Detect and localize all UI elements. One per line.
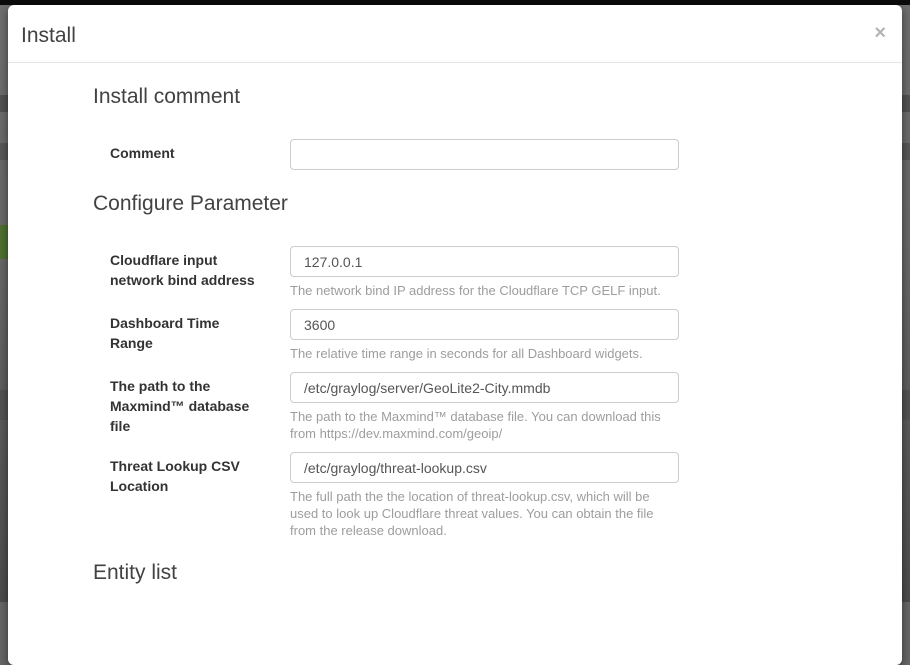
modal-header bbox=[8, 5, 902, 63]
maxmind-path-row bbox=[93, 372, 882, 442]
modal-body bbox=[8, 84, 902, 655]
threat-lookup-label: Threat Lookup CSV Location bbox=[110, 452, 255, 539]
bind-address-row bbox=[93, 246, 882, 299]
entity-list-heading: Entity list bbox=[93, 560, 882, 585]
threat-lookup-input[interactable] bbox=[290, 452, 679, 483]
maxmind-path-input[interactable] bbox=[290, 372, 679, 403]
maxmind-path-help: The path to the Maxmind™ database file. You can download this from https://dev.maxmind.com/geoip/ bbox=[290, 408, 679, 442]
modal-title: Install bbox=[21, 22, 887, 49]
comment-label: Comment bbox=[110, 139, 255, 170]
bind-address-input[interactable] bbox=[290, 246, 679, 277]
bind-address-help: The network bind IP address for the Cloudflare TCP GELF input. bbox=[290, 282, 679, 299]
maxmind-path-label: The path to the Maxmind™ database file bbox=[110, 372, 255, 442]
configure-parameter-heading: Configure Parameter bbox=[93, 191, 882, 216]
install-comment-heading: Install comment bbox=[93, 84, 882, 109]
dashboard-time-range-row bbox=[93, 309, 882, 362]
install-modal bbox=[8, 5, 902, 665]
comment-row bbox=[93, 139, 882, 170]
bind-address-label: Cloudflare input network bind address bbox=[110, 246, 255, 299]
dashboard-time-range-input[interactable] bbox=[290, 309, 679, 340]
comment-input[interactable] bbox=[290, 139, 679, 170]
close-icon[interactable]: × bbox=[874, 23, 886, 43]
threat-lookup-row bbox=[93, 452, 882, 539]
dashboard-time-range-label: Dashboard Time Range bbox=[110, 309, 255, 362]
threat-lookup-help: The full path the the location of threat-lookup.csv, which will be used to look up Cloudflare threat values. You can obtain the file from the release download. bbox=[290, 488, 679, 539]
dashboard-time-range-help: The relative time range in seconds for all Dashboard widgets. bbox=[290, 345, 679, 362]
